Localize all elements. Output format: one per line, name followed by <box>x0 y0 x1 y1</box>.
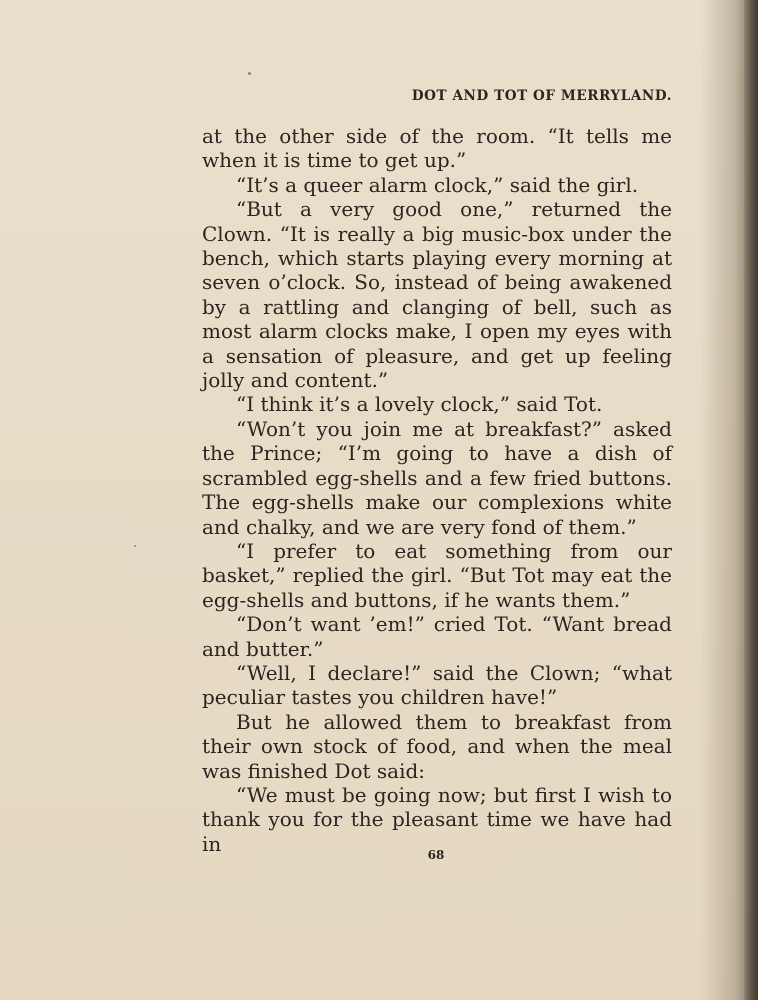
paragraph: “Well, I declare!” said the Clown; “what peculiar tastes you children have!” <box>202 660 672 710</box>
body-text <box>202 124 672 856</box>
paragraph: “Don’t want ’em!” cried Tot. “Want bread and butter.” <box>202 612 672 661</box>
paragraph: “Won’t you join me at breakfast?” asked the Prince; “I’m going to have a dish of scrambled egg-shells and a few fried buttons. The egg-shells make our complexions white and chalky, and we are very fond of them.” <box>202 416 672 539</box>
paragraph: But he allowed them to breakfast from their own stock of food, and when the meal was finished Dot said: <box>202 709 672 783</box>
paragraph: “I think it’s a lovely clock,” said Tot. <box>236 392 603 417</box>
paragraph: “It’s a queer alarm clock,” said the girl. <box>236 172 639 197</box>
paragraph: “I prefer to eat something from our basket,” replied the girl. “But Tot may eat the egg-shells and buttons, if he wants them.” <box>202 538 672 612</box>
paper-speck <box>134 545 136 547</box>
paragraph: “We must be going now; but first I wish to thank you for the pleasant time we have had in <box>202 782 672 856</box>
page-edge-shadow <box>744 0 758 1000</box>
page-number: 68 <box>427 848 445 862</box>
paper-speck <box>248 72 251 75</box>
running-head: DOT AND TOT OF MERRYLAND. <box>411 88 672 104</box>
paragraph: “But a very good one,” returned the Clown. “It is really a big music-box under the bench, which starts playing every morning at seven o’clock. So, instead of being awakened by a rattling and clanging of bell, such as most alarm clocks make, I open my eyes with a sensation of pleasure, and get up feeling jolly and content.” <box>202 197 672 393</box>
paragraph: at the other side of the room. “It tells me when it is time to get up.” <box>202 124 672 173</box>
